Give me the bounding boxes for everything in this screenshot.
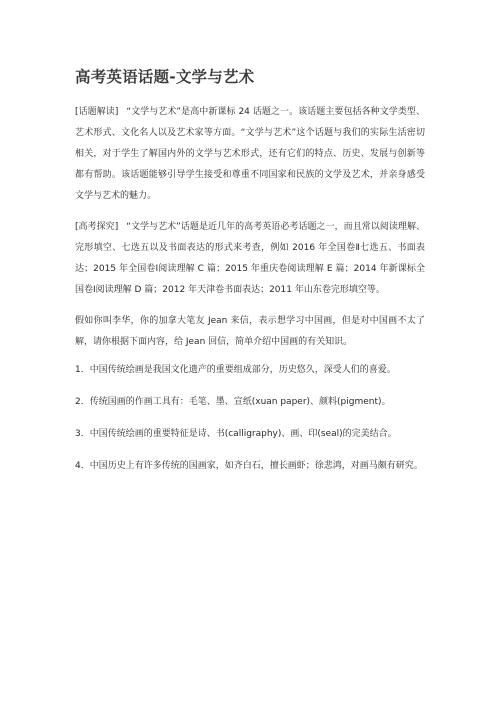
paragraph-text: “文学与艺术”是高中新课标 24 话题之一。该话题主要包括各种文学类型、艺术形式、文化名人以及艺术家等方面。“文学与艺术”这个话题与我们的实际生活密切相关，对于学生了解国内外的文学与艺术形式，还有它们的特点、历史、发展与创新等都有帮助。该话题能够引导学生接受和尊重不同国家和民族的文学及艺术，并亲身感受文学与艺术的魅力。 xyxy=(75,107,425,201)
topic-interpretation-paragraph xyxy=(75,102,425,207)
list-item: 3．中国传统绘画的重要特征是诗、书(calligraphy)、画、印(seal)的完美结合。 xyxy=(75,429,397,439)
list-item: 1．中国传统绘画是我国文化遗产的重要组成部分，历史悠久，深受人们的喜爱。 xyxy=(75,365,396,375)
writing-prompt: 假如你叫李华，你的加拿大笔友 Jean 来信，表示想学习中国画，但是对中国画不太了解，请你根据下面内容，给 Jean 回信，简单介绍中国画的有关知识。 xyxy=(75,316,425,347)
list-item: 4．中国历史上有许多传统的国画家，如齐白石，擅长画虾；徐悲鸿，对画马颇有研究。 xyxy=(75,461,423,471)
paragraph-label: [话题解读] xyxy=(75,107,119,117)
document-content xyxy=(75,66,425,488)
exam-exploration-paragraph xyxy=(75,217,425,301)
paragraph-label: [高考探究] xyxy=(75,222,119,232)
paragraph-text: “文学与艺术”话题是近几年的高考英语必考话题之一，而且常以阅读理解、完形填空、七选五以及书面表达的形式来考查，例如 2016 年全国卷Ⅱ七选五、书面表达；2015 年全国卷Ⅰ阅读理解 C 篇；2015 年重庆卷阅读理解 E 篇；2014 年新课标全国卷Ⅰ阅读理解 D 篇；2012 年天津卷书面表达；2011 年山东卷完形填空等。 xyxy=(75,222,426,295)
document-title: 高考英语话题-文学与艺术 xyxy=(75,68,255,86)
list-item: 2．传统国画的作画工具有：毛笔、墨、宣纸(xuan paper)、颜料(pigment)。 xyxy=(75,397,391,407)
